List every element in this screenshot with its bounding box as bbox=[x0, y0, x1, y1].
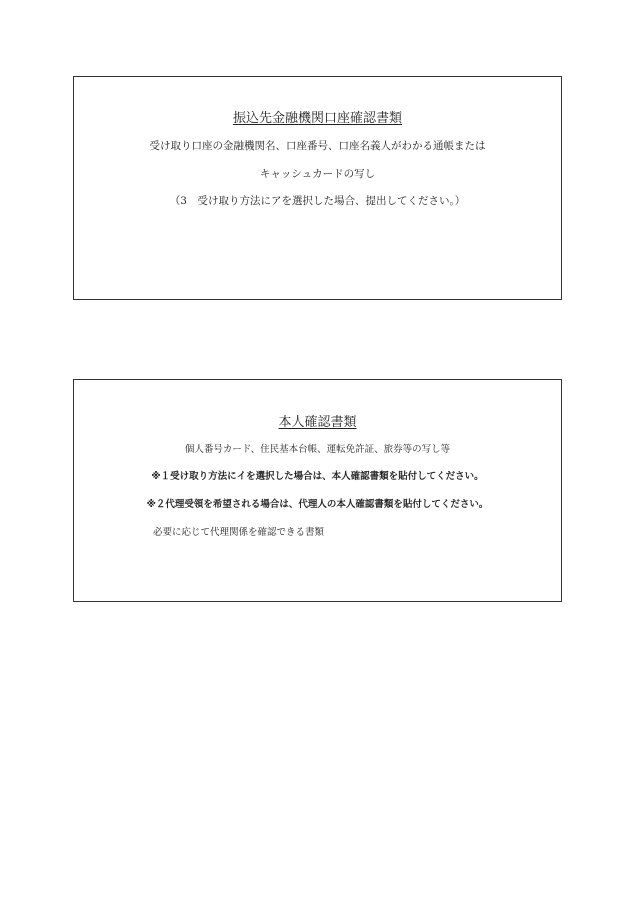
identity-document-examples: 個人番号カード、住民基本台帳、運転免許証、旅券等の写し等 bbox=[184, 444, 451, 455]
bank-account-description-line-1: 受け取り口座の金融機関名、口座番号、口座名義人がわかる通帳または bbox=[149, 140, 486, 152]
bank-account-description-line-2: キャッシュカードの写し bbox=[259, 168, 376, 180]
identity-document-note-1: ※１受け取り方法にイを選択した場合は、本人確認書類を貼付してください。 bbox=[151, 471, 484, 482]
proxy-relationship-document-text: 必要に応じて代理関係を確認できる書類 bbox=[153, 527, 325, 538]
identity-document-box bbox=[73, 379, 562, 602]
identity-document-note-2: ※２代理受領を希望される場合は、代理人の本人確認書類を貼付してください。 bbox=[146, 499, 489, 510]
bank-account-document-title: 振込先金融機関口座確認書類 bbox=[232, 111, 402, 126]
identity-document-title: 本人確認書類 bbox=[278, 415, 357, 430]
bank-account-description-line-3: （3 受け取り方法にアを選択した場合、提出してください。） bbox=[169, 195, 466, 207]
bank-account-document-box bbox=[73, 76, 562, 300]
